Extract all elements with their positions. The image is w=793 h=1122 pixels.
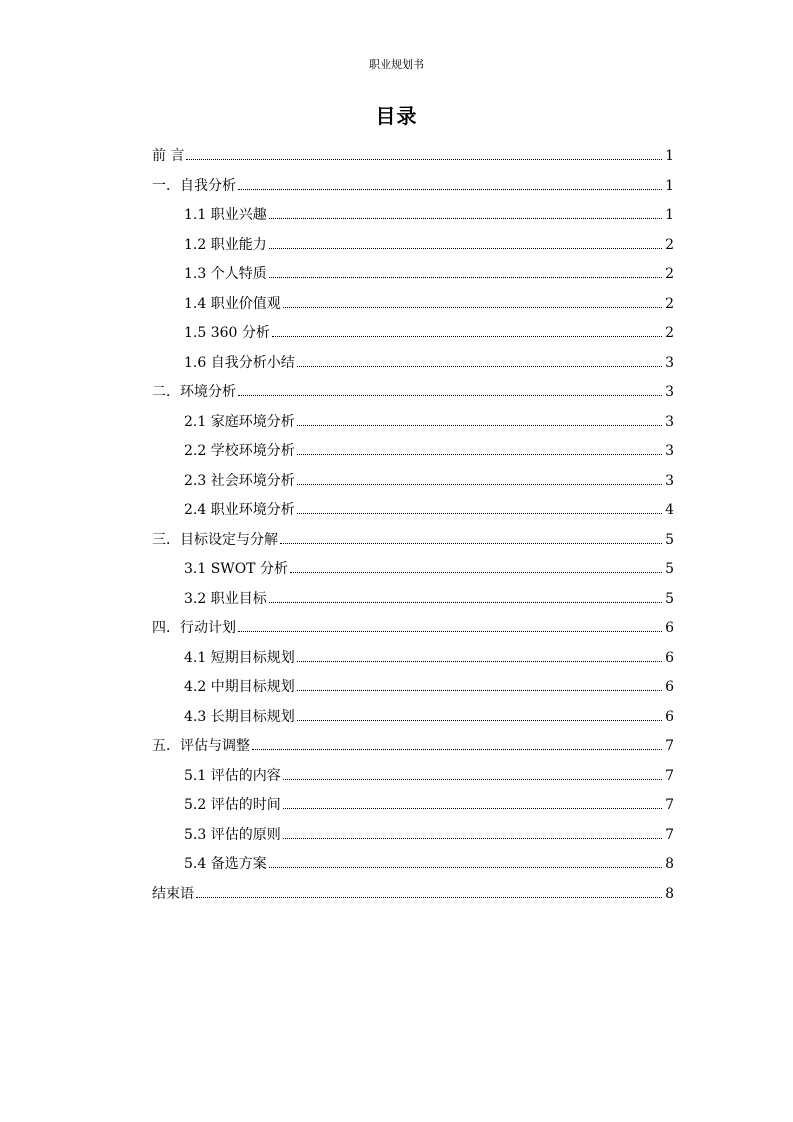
toc-dot-leader [269, 205, 662, 219]
toc-entry-label: 2.3 社会环境分析 [184, 472, 295, 489]
toc-entry-label: 4.3 长期目标规划 [184, 708, 295, 725]
toc-entry-label: 5.1 评估的内容 [184, 767, 281, 784]
toc-dot-leader [297, 471, 662, 485]
toc-dot-leader [283, 825, 662, 839]
toc-entry-label: 4.2 中期目标规划 [184, 679, 295, 695]
toc-entry-page-number: 7 [665, 826, 674, 843]
toc-entry[interactable] [152, 496, 674, 526]
toc-entry-page-number: 8 [665, 856, 674, 872]
toc-dot-leader [269, 264, 662, 278]
toc-entry[interactable] [152, 762, 674, 792]
toc-entry-page-number: 3 [665, 384, 674, 400]
toc-entry-page-number: 1 [665, 207, 674, 223]
toc-dot-leader [297, 412, 662, 426]
toc-entry-page-number: 5 [665, 561, 674, 577]
toc-entry-label: 1.1 职业兴趣 [184, 207, 267, 223]
toc-entry-page-number: 2 [665, 266, 674, 282]
toc-dot-leader [283, 795, 662, 809]
toc-entry[interactable] [152, 408, 674, 438]
toc-entry-page-number: 7 [665, 767, 674, 784]
toc-entry-label: 1.4 职业价值观 [184, 295, 281, 312]
toc-entry-label: 五．评估与调整 [152, 738, 250, 754]
toc-entry[interactable] [152, 349, 674, 379]
toc-entry[interactable] [152, 172, 674, 202]
toc-entry[interactable] [152, 201, 674, 231]
toc-entry-label: 3.2 职业目标 [184, 590, 267, 607]
toc-entry-page-number: 7 [665, 738, 674, 754]
toc-dot-leader [186, 146, 662, 160]
toc-entry-label: 5.4 备选方案 [184, 856, 267, 872]
toc-entry[interactable] [152, 378, 674, 408]
toc-dot-leader [269, 235, 662, 249]
toc-entry-label: 5.2 评估的时间 [184, 797, 281, 813]
toc-dot-leader [283, 294, 662, 308]
toc-dot-leader [269, 589, 662, 603]
toc-entry[interactable] [152, 732, 674, 762]
toc-entry-label: 1.6 自我分析小结 [184, 354, 295, 371]
toc-dot-leader [290, 559, 662, 573]
toc-dot-leader [280, 530, 662, 544]
toc-entry-page-number: 6 [665, 708, 674, 725]
toc-entry[interactable] [152, 142, 674, 172]
toc-dot-leader [238, 618, 662, 632]
toc-entry-label: 2.4 职业环境分析 [184, 502, 295, 518]
toc-dot-leader [297, 500, 662, 514]
toc-entry[interactable] [152, 585, 674, 615]
toc-entry-page-number: 2 [665, 236, 674, 253]
toc-entry[interactable] [152, 319, 674, 349]
toc-title: 目录 [375, 104, 418, 128]
toc-dot-leader [297, 441, 662, 455]
toc-dot-leader [238, 382, 662, 396]
toc-dot-leader [196, 884, 662, 898]
toc-entry-page-number: 3 [665, 443, 674, 459]
toc-entry[interactable] [152, 467, 674, 497]
toc-entry[interactable] [152, 791, 674, 821]
toc-dot-leader [272, 323, 662, 337]
toc-entry-label: 2.1 家庭环境分析 [184, 413, 295, 430]
toc-entry-page-number: 1 [665, 148, 674, 164]
toc-dot-leader [297, 648, 662, 662]
toc-entry-label: 1.3 个人特质 [184, 266, 267, 282]
toc-entry-label: 二．环境分析 [152, 384, 236, 400]
toc-entry-label: 3.1 SWOT 分析 [184, 561, 288, 577]
toc-entry-label: 5.3 评估的原则 [184, 826, 281, 843]
toc-entry-page-number: 2 [665, 295, 674, 312]
toc-dot-leader [283, 766, 662, 780]
toc-entry[interactable] [152, 290, 674, 320]
toc-entry-label: 三．目标设定与分解 [152, 531, 278, 548]
toc-entry-page-number: 7 [665, 797, 674, 813]
toc-entry-page-number: 4 [665, 502, 674, 518]
toc-entry[interactable] [152, 821, 674, 851]
toc-dot-leader [238, 176, 662, 190]
toc-entry-page-number: 3 [665, 354, 674, 371]
toc-dot-leader [297, 707, 662, 721]
toc-entry[interactable] [152, 260, 674, 290]
toc-entry-label: 四．行动计划 [152, 620, 236, 636]
toc-entry[interactable] [152, 526, 674, 556]
table-of-contents [152, 142, 674, 909]
toc-dot-leader [297, 677, 662, 691]
toc-entry[interactable] [152, 703, 674, 733]
toc-entry-page-number: 6 [665, 620, 674, 636]
toc-dot-leader [297, 353, 662, 367]
toc-entry-page-number: 3 [665, 413, 674, 430]
toc-entry-page-number: 5 [665, 531, 674, 548]
toc-entry[interactable] [152, 880, 674, 910]
toc-entry[interactable] [152, 555, 674, 585]
toc-entry-label: 一．自我分析 [152, 177, 236, 194]
toc-entry[interactable] [152, 614, 674, 644]
toc-entry[interactable] [152, 437, 674, 467]
toc-entry-page-number: 1 [665, 177, 674, 194]
toc-entry-label: 1.2 职业能力 [184, 236, 267, 253]
toc-entry-label: 2.2 学校环境分析 [184, 443, 295, 459]
toc-entry[interactable] [152, 673, 674, 703]
toc-entry-label: 结束语 [152, 885, 194, 902]
toc-entry-page-number: 6 [665, 679, 674, 695]
toc-entry-label: 1.5 360 分析 [184, 325, 270, 341]
toc-entry-label: 前 言 [152, 148, 185, 164]
running-header: 职业规划书 [369, 58, 424, 71]
toc-entry-page-number: 5 [665, 590, 674, 607]
toc-entry-page-number: 2 [665, 325, 674, 341]
toc-entry-page-number: 8 [665, 885, 674, 902]
toc-entry-label: 4.1 短期目标规划 [184, 649, 295, 666]
toc-entry[interactable] [152, 850, 674, 880]
toc-entry[interactable] [152, 644, 674, 674]
toc-entry-page-number: 6 [665, 649, 674, 666]
toc-dot-leader [252, 736, 662, 750]
toc-dot-leader [269, 854, 662, 868]
toc-entry-page-number: 3 [665, 472, 674, 489]
toc-entry[interactable] [152, 231, 674, 261]
